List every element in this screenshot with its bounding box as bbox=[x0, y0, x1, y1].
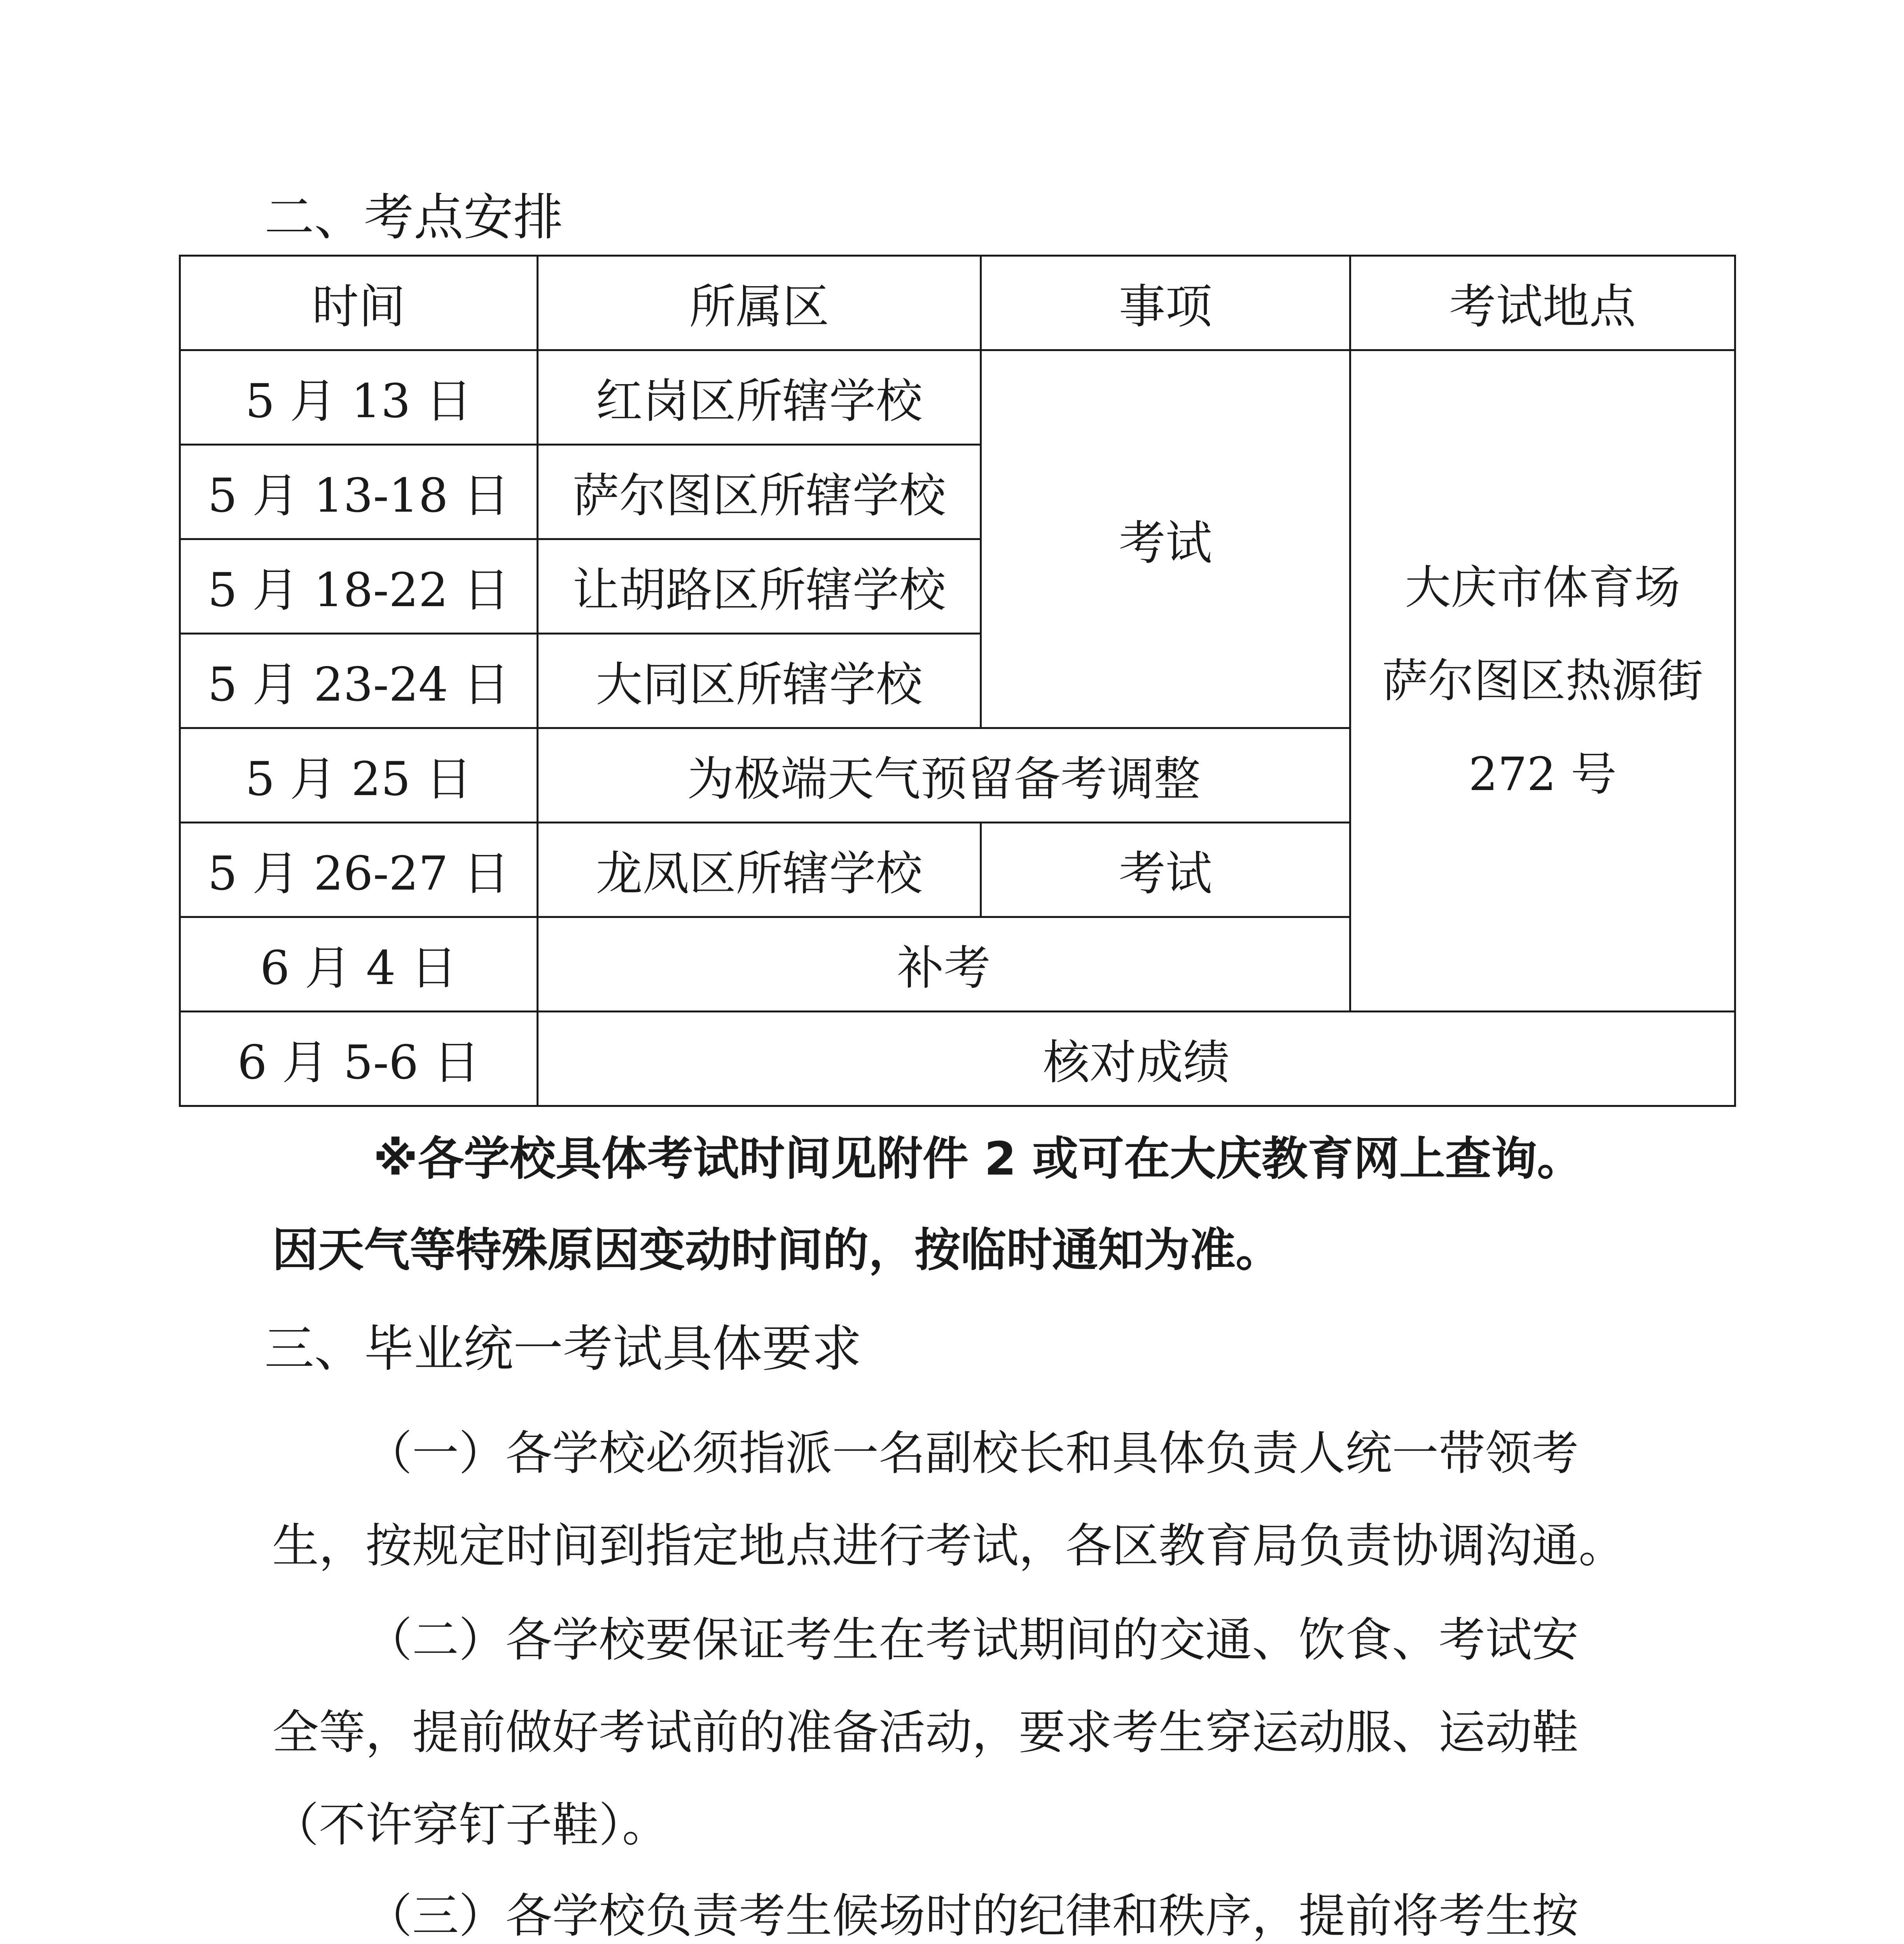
section-heading-exam-arrangement: 二、考点安排 bbox=[264, 189, 563, 246]
header-district: 所属区 bbox=[538, 256, 981, 350]
cell-time: 5 月 13-18 日 bbox=[180, 445, 538, 539]
header-item: 事项 bbox=[981, 256, 1350, 350]
cell-district: 萨尔图区所辖学校 bbox=[538, 445, 981, 539]
cell-merged: 为极端天气预留备考调整 bbox=[538, 728, 1350, 823]
paragraph-line: （二）各学校要保证考生在考试期间的交通、饮食、考试安 bbox=[365, 1613, 1579, 1667]
paragraph-line: （一）各学校必须指派一名副校长和具体负责人统一带领考 bbox=[365, 1427, 1579, 1481]
cell-time: 5 月 23-24 日 bbox=[180, 634, 538, 728]
paragraph-line: （不许穿钉子鞋）。 bbox=[272, 1798, 669, 1852]
header-venue: 考试地点 bbox=[1350, 256, 1735, 350]
paragraph-line: 生，按规定时间到指定地点进行考试，各区教育局负责协调沟通。 bbox=[272, 1519, 1625, 1573]
paragraph-3 bbox=[272, 1870, 1734, 1944]
cell-time: 5 月 25 日 bbox=[180, 728, 538, 823]
cell-time: 5 月 18-22 日 bbox=[180, 539, 538, 634]
table-header-row bbox=[180, 256, 1735, 350]
cell-time: 5 月 13 日 bbox=[180, 350, 538, 445]
cell-exam-item: 考试 bbox=[981, 350, 1350, 728]
cell-district: 红岗区所辖学校 bbox=[538, 350, 981, 445]
note-line-2: 因天气等特殊原因变动时间的，按临时通知为准。 bbox=[272, 1223, 1282, 1277]
cell-time: 6 月 4 日 bbox=[180, 917, 538, 1012]
section-heading-requirements: 三、毕业统一考试具体要求 bbox=[264, 1320, 862, 1378]
paragraph-2 bbox=[272, 1594, 1734, 1872]
cell-merged: 核对成绩 bbox=[538, 1012, 1735, 1106]
cell-merged: 补考 bbox=[538, 917, 1350, 1012]
cell-district: 龙凤区所辖学校 bbox=[538, 823, 981, 917]
cell-time: 5 月 26-27 日 bbox=[180, 823, 538, 917]
table-row bbox=[180, 350, 1735, 445]
venue-line-2: 萨尔图区热源街 bbox=[1382, 654, 1703, 708]
paragraph-line: （三）各学校负责考生候场时的纪律和秩序，提前将考生按 bbox=[365, 1889, 1579, 1943]
table-row bbox=[180, 1012, 1735, 1106]
cell-district: 大同区所辖学校 bbox=[538, 634, 981, 728]
paragraph-1 bbox=[272, 1407, 1734, 1593]
paragraph-line: 全等，提前做好考试前的准备活动，要求考生穿运动服、运动鞋 bbox=[272, 1706, 1579, 1760]
venue-line-1: 大庆市体育场 bbox=[1405, 561, 1680, 614]
cell-venue bbox=[1350, 350, 1735, 1012]
cell-district: 让胡路区所辖学校 bbox=[538, 539, 981, 634]
cell-exam-item: 考试 bbox=[981, 823, 1350, 917]
exam-schedule-table bbox=[179, 255, 1736, 1107]
venue-line-3: 272 号 bbox=[1469, 747, 1617, 801]
note-line-1: ※各学校具体考试时间见附件 2 或可在大庆教育网上查询。 bbox=[373, 1132, 1583, 1185]
cell-time: 6 月 5-6 日 bbox=[180, 1012, 538, 1106]
header-time: 时间 bbox=[180, 256, 538, 350]
